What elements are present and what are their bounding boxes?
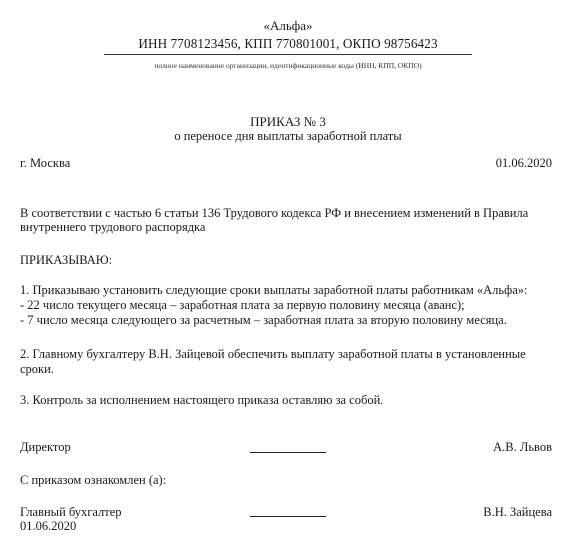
organization-name: «Альфа» [263, 18, 313, 33]
organization-codes: ИНН 7708123456, КПП 770801001, ОКПО 98756423 [138, 36, 438, 51]
order-subtitle: о переносе дня выплаты заработной платы [174, 129, 402, 143]
director-signature-line [250, 452, 326, 453]
organization-caption: полное наименование организации, идентификационные коды (ИНН, КПП, ОКПО) [154, 61, 422, 70]
accountant-date: 01.06.2020 [20, 519, 77, 533]
accountant-title: Главный бухгалтер [20, 505, 122, 519]
order-date: 01.06.2020 [495, 156, 552, 170]
director-title: Директор [20, 440, 71, 454]
preamble-line-2: внутреннего трудового распорядка [20, 220, 206, 234]
acquainted-label: С приказом ознакомлен (а): [20, 473, 167, 487]
preamble-line-1: В соответствии с частью 6 статьи 136 Трудового кодекса РФ и внесением изменений в Правила [20, 206, 529, 220]
item-1-line-3: - 7 число месяца следующего за расчетным – заработная плата за вторую половину месяца. [20, 313, 507, 327]
order-city: г. Москва [20, 156, 71, 170]
director-name: А.В. Львов [493, 440, 552, 454]
accountant-signature-line [250, 516, 326, 517]
order-word: ПРИКАЗЫВАЮ: [20, 253, 113, 267]
item-2-line-2: сроки. [20, 362, 54, 376]
item-1-line-1: 1. Приказываю установить следующие сроки выплаты заработной платы работникам «Альфа»: [20, 283, 528, 297]
item-3: 3. Контроль за исполнением настоящего приказа оставляю за собой. [20, 393, 384, 407]
accountant-name: В.Н. Зайцева [483, 505, 552, 519]
organization-underline [104, 54, 472, 55]
item-1-line-2: - 22 число текущего месяца – заработная плата за первую половину месяца (аванс); [20, 298, 465, 312]
item-2-line-1: 2. Главному бухгалтеру В.Н. Зайцевой обеспечить выплату заработной платы в установленные [20, 347, 526, 361]
order-title: ПРИКАЗ № 3 [250, 114, 326, 129]
